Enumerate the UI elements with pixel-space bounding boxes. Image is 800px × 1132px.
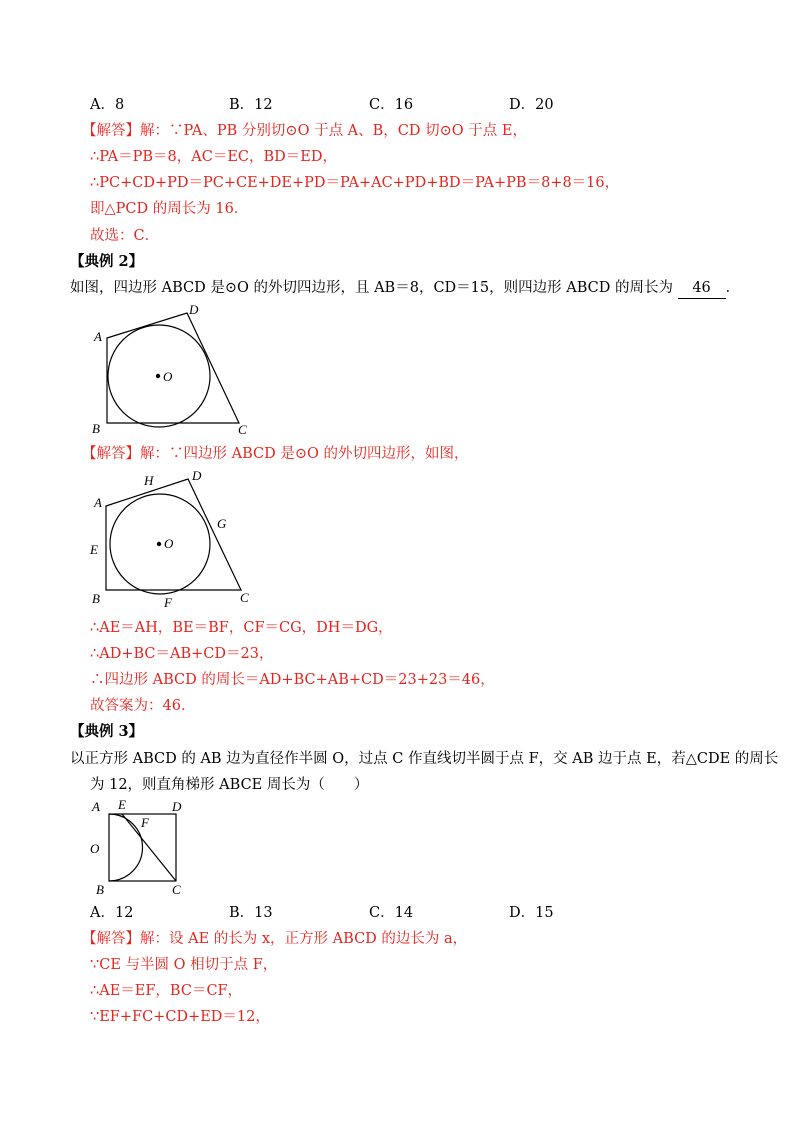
label-f: F xyxy=(164,595,172,610)
q1-solution-line: ∴PC+CD+PD＝PC+CE+DE+PD＝PA+AC+PD+BD＝PA+PB＝8+8＝16， xyxy=(90,175,620,191)
label-o: O xyxy=(163,369,173,384)
example-3-question-line: 以正方形 ABCD 的 AB 边为直径作半圆 O，过点 C 作直线切半圆于点 F，交 AB 边于点 E，若△CDE 的周长 xyxy=(70,751,779,767)
example-2-solution-intro: 【解答】解：∵四边形 ABCD 是⊙O 的外切四边形，如图， xyxy=(82,446,469,462)
example-2-heading: 【典例 2】 xyxy=(70,253,144,270)
label-e: E xyxy=(118,797,126,812)
q1-solution-line: 【解答】解：∵PA、PB 分别切⊙O 于点 A、B，CD 切⊙O 于点 E， xyxy=(82,123,527,139)
center-point xyxy=(156,374,160,378)
example-3-solution-line: ∴AE＝EF，BC＝CF， xyxy=(90,983,243,999)
center-point xyxy=(157,542,161,546)
label-b: B xyxy=(92,591,100,606)
q1-solution-line: 故选：C． xyxy=(90,228,160,244)
answer-blank: 46 xyxy=(678,278,726,299)
q1-option-d: D．20 xyxy=(509,97,554,113)
question-text: 如图，四边形 ABCD 是⊙O 的外切四边形，且 AB＝8，CD＝15，则四边形 ABCD 的周长为 xyxy=(70,280,673,296)
question-end: ． xyxy=(725,280,741,296)
figure-tangential-quadrilateral xyxy=(80,298,270,438)
label-o: O xyxy=(164,536,174,551)
example-2-solution-line: ∴四边形 ABCD 的周长＝AD+BC+AB+CD＝23+23＝46， xyxy=(90,672,495,688)
label-b: B xyxy=(96,882,104,896)
q1-solution-line: ∴PA＝PB＝8，AC＝EC，BD＝ED， xyxy=(90,149,337,165)
label-h: H xyxy=(144,473,154,488)
ex3-option-c: C．14 xyxy=(369,905,414,921)
q1-option-a: A．8 xyxy=(90,97,125,113)
label-a: A xyxy=(94,495,102,510)
example-2-solution-line: ∴AD+BC＝AB+CD＝23， xyxy=(90,646,274,662)
tangent-line-ce xyxy=(122,814,176,881)
figure-square-semicircle xyxy=(80,796,200,896)
ex3-option-b: B．13 xyxy=(229,905,273,921)
label-c: C xyxy=(238,422,247,437)
label-c: C xyxy=(172,882,181,896)
example-3-solution-line: ∵CE 与半圆 O 相切于点 F， xyxy=(90,957,278,973)
example-3-question-line: 为 12，则直角梯形 ABCE 周长为（ ） xyxy=(90,777,369,793)
example-2-solution-line: 故答案为：46． xyxy=(90,698,196,714)
label-o: O xyxy=(90,841,100,856)
semicircle-o xyxy=(109,814,143,881)
figure-tangential-quadrilateral-labelled xyxy=(80,466,270,611)
q1-option-b: B．12 xyxy=(229,97,273,113)
label-g: G xyxy=(217,516,227,531)
label-c: C xyxy=(240,590,249,605)
example-2-solution-line: ∴AE＝AH，BE＝BF，CF＝CG，DH＝DG， xyxy=(90,620,393,636)
label-b: B xyxy=(92,421,100,436)
example-3-solution-line: 【解答】解：设 AE 的长为 x，正方形 ABCD 的边长为 a， xyxy=(82,931,468,947)
label-f: F xyxy=(141,815,149,830)
q1-solution-line: 即△PCD 的周长为 16． xyxy=(90,201,249,217)
label-d: D xyxy=(192,468,202,483)
quadrilateral-abcd xyxy=(107,313,239,423)
ex3-option-d: D．15 xyxy=(509,905,554,921)
q1-option-c: C．16 xyxy=(369,97,414,113)
label-d: D xyxy=(172,799,182,814)
example-3-solution-line: ∵EF+FC+CD+ED＝12， xyxy=(90,1009,270,1025)
example-3-heading: 【典例 3】 xyxy=(70,723,144,740)
label-e: E xyxy=(90,542,98,557)
example-2-question xyxy=(70,278,740,299)
label-a: A xyxy=(92,799,100,814)
ex3-option-a: A．12 xyxy=(90,905,134,921)
label-d: D xyxy=(189,302,199,317)
label-a: A xyxy=(94,329,102,344)
